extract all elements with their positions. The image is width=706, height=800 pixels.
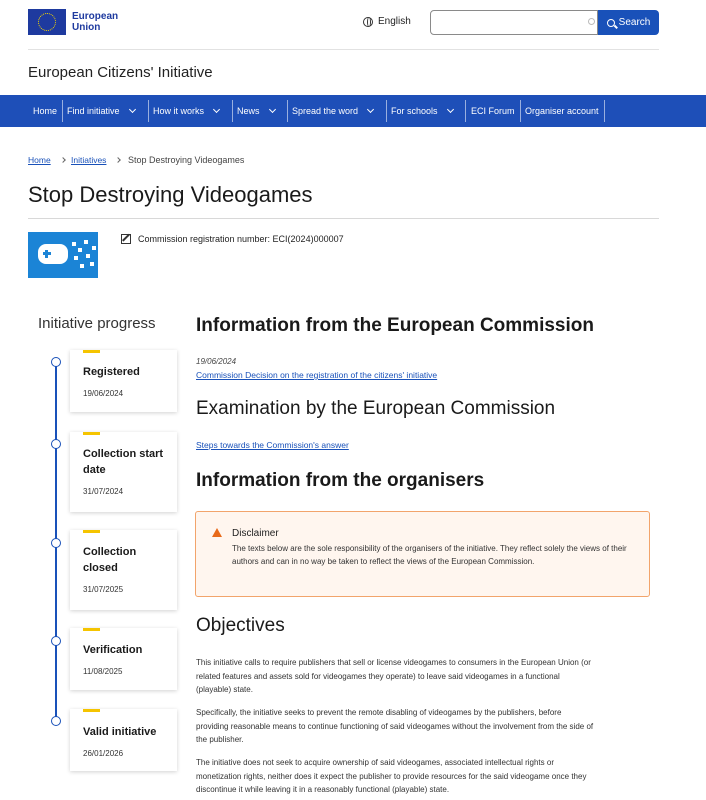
eu-logo[interactable] xyxy=(28,9,118,35)
registration-number-text: Commission registration number: ECI(2024)000007 xyxy=(138,234,344,244)
chevron-right-icon xyxy=(60,157,66,163)
stage-card xyxy=(70,709,177,771)
eu-flag-icon xyxy=(28,9,66,35)
chevron-right-icon xyxy=(115,157,121,163)
nav-item-organiser-account[interactable]: Organiser account xyxy=(525,106,599,116)
nav-separator xyxy=(287,100,288,122)
nav-item-news[interactable]: News xyxy=(237,95,275,127)
stage-card xyxy=(70,350,177,412)
info-commission-heading: Information from the European Commission xyxy=(196,315,594,336)
timeline-node xyxy=(51,538,61,548)
decision-date: 19/06/2024 xyxy=(196,357,237,366)
timeline-node xyxy=(51,439,61,449)
progress-title: Initiative progress xyxy=(38,315,156,332)
nav-separator xyxy=(520,100,521,122)
site-name[interactable]: European Citizens' Initiative xyxy=(28,64,213,81)
chevron-down-icon xyxy=(213,106,220,113)
stage-date: 11/08/2025 xyxy=(83,667,123,676)
stage-card xyxy=(70,432,177,512)
eu-logo-line2: Union xyxy=(72,22,101,33)
registration-number xyxy=(121,234,344,244)
nav-separator xyxy=(148,100,149,122)
stage-card xyxy=(70,530,177,610)
nav-item-eci-forum[interactable]: ECI Forum xyxy=(471,106,515,116)
gamepad-icon xyxy=(38,244,68,264)
search-icon xyxy=(607,19,615,27)
steps-link[interactable]: Steps towards the Commission's answer xyxy=(196,440,349,450)
top-header xyxy=(0,0,706,48)
page-title: Stop Destroying Videogames xyxy=(28,182,313,207)
stage-date: 19/06/2024 xyxy=(83,389,124,398)
globe-icon xyxy=(363,17,373,27)
breadcrumb-current: Stop Destroying Videogames xyxy=(128,155,245,165)
chevron-down-icon xyxy=(367,106,374,113)
objective-paragraph: This initiative calls to require publishers that sell or license videogames to consumers in the European Union (or related features and assets sold for videogames they operate) to leave said videogames in a functional (playable) state. xyxy=(196,658,591,694)
nav-item-how-it-works[interactable]: How it works xyxy=(153,95,219,127)
nav-item-home[interactable]: Home xyxy=(33,106,58,116)
decision-link[interactable]: Commission Decision on the registration of the citizens' initiative xyxy=(196,370,438,380)
objective-paragraph: The initiative does not seek to acquire ownership of said videogames, associated intellectual rights or monetization rights, neither does it expect the publisher to provide resources for the said videogame once they discontinue it while leaving it in a reasonably functional (playable) state. xyxy=(196,758,587,794)
nav-separator xyxy=(465,100,466,122)
language-label: English xyxy=(378,16,411,27)
nav-separator xyxy=(386,100,387,122)
search-button-label: Search xyxy=(618,17,651,28)
nav-item-find-initiative[interactable]: Find initiative xyxy=(67,95,135,127)
header-divider xyxy=(28,49,659,50)
disclaimer-box xyxy=(195,511,650,597)
stage-date: 26/01/2026 xyxy=(83,749,124,758)
main-navigation xyxy=(0,95,706,127)
timeline-node xyxy=(51,636,61,646)
nav-item-spread-the-word[interactable]: Spread the word xyxy=(292,95,373,127)
nav-item-for-schools[interactable]: For schools xyxy=(391,95,453,127)
objective-paragraph: Specifically, the initiative seeks to prevent the remote disabling of videogames by the publishers, before providing reasonable means to continue functioning of said videogames without the involvement from the side of the publisher. xyxy=(196,708,594,744)
stage-name: Collection closed xyxy=(83,546,137,574)
nav-separator xyxy=(604,100,605,122)
edit-icon xyxy=(121,234,131,244)
initiative-logo xyxy=(28,232,98,278)
info-organisers-heading: Information from the organisers xyxy=(196,470,485,491)
examination-heading: Examination by the European Commission xyxy=(196,398,556,419)
nav-separator xyxy=(62,100,63,122)
search-input[interactable] xyxy=(430,10,598,35)
eu-logo-line1: European xyxy=(72,11,119,22)
search-button[interactable] xyxy=(598,10,659,35)
stage-card xyxy=(70,628,177,690)
timeline-node xyxy=(51,716,61,726)
warning-icon xyxy=(212,528,222,537)
title-divider xyxy=(28,218,659,219)
disclaimer-body: The texts below are the sole responsibility of the organisers of the initiative. They reflect solely the views of their authors and can in no way be taken to reflect the views of the European Commission. xyxy=(232,544,627,566)
chevron-down-icon xyxy=(268,106,275,113)
language-selector[interactable] xyxy=(363,16,411,27)
stage-date: 31/07/2025 xyxy=(83,585,124,594)
breadcrumb-initiatives[interactable]: Initiatives xyxy=(71,155,107,165)
breadcrumb-home[interactable]: Home xyxy=(28,155,51,165)
stage-name: Valid initiative xyxy=(83,726,157,738)
stage-name: Collection start date xyxy=(83,448,164,476)
timeline-node xyxy=(51,357,61,367)
objectives-heading: Objectives xyxy=(196,615,285,636)
chevron-down-icon xyxy=(446,106,453,113)
disclaimer-title: Disclaimer xyxy=(232,528,279,539)
chevron-down-icon xyxy=(128,106,135,113)
nav-separator xyxy=(232,100,233,122)
stage-name: Verification xyxy=(83,644,143,656)
clear-search-icon[interactable] xyxy=(588,18,595,25)
stage-date: 31/07/2024 xyxy=(83,487,124,496)
stage-name: Registered xyxy=(83,366,140,378)
